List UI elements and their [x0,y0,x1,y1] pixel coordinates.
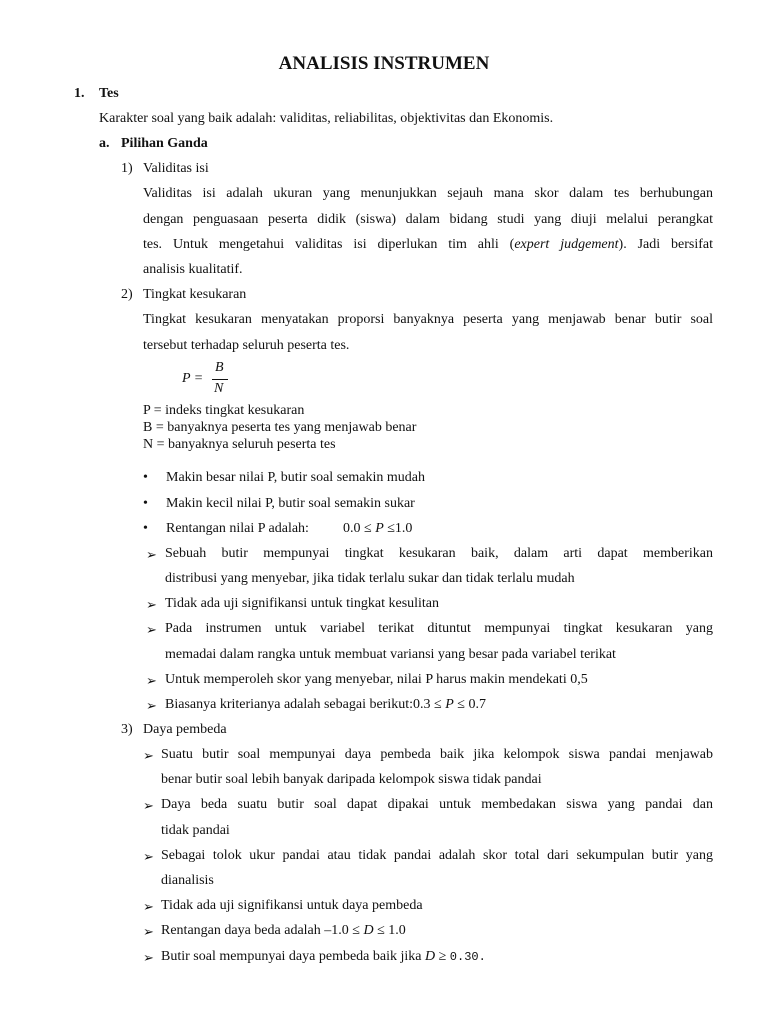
range-expression: Rentangan daya beda adalah –1.0 ≤ D ≤ 1.0 [161,923,406,938]
item-number: 2) [121,287,133,302]
section-number: 1. [74,86,85,101]
arrow-text: memadai dalam rangka untuk membuat variansi yang besar pada variabel terikat [165,647,616,662]
paragraph-line: dengan penguasaan peserta didik (siswa) dalam bidang studi yang diuji melalui perangkat [143,212,713,227]
definition-line: N = banyaknya seluruh peserta tes [143,437,336,452]
subsection-heading: Pilihan Ganda [121,136,208,151]
item-heading: Tingkat kesukaran [143,287,247,302]
arrow-icon: ➢ [143,924,154,939]
item-number: 1) [121,161,133,176]
arrow-icon: ➢ [143,798,154,813]
arrow-text: Untuk memperoleh skor yang menyebar, nilai P harus makin mendekati 0,5 [165,672,588,687]
arrow-text: distribusi yang menyebar, jika tidak terlalu sukar dan tidak terlalu mudah [165,571,575,586]
section-heading: Tes [99,86,119,101]
fraction-bar [212,379,228,380]
formula-numerator: B [215,360,224,375]
arrow-icon: ➢ [146,597,157,612]
arrow-text: Suatu butir soal mempunyai daya pembeda baik jika kelompok siswa pandai menjawab [161,747,713,762]
paragraph-line: analisis kualitatif. [143,262,243,277]
criteria-text: Biasanya kriterianya adalah sebagai berikut:0.3 ≤ P ≤ 0.7 [165,697,486,712]
item-number: 3) [121,722,133,737]
arrow-icon: ➢ [146,673,157,688]
bullet-icon: • [143,521,148,536]
paragraph-line: tersebut terhadap seluruh peserta tes. [143,338,350,353]
paragraph-line: tes. Untuk mengetahui validitas isi diperlukan tim ahli (expert judgement). Jadi bersifat [143,237,714,252]
range-expression: 0.0 ≤ P ≤1.0 [343,521,413,536]
arrow-text: Tidak ada uji signifikansi untuk tingkat kesulitan [165,596,440,611]
arrow-icon: ➢ [143,849,154,864]
item-heading: Daya pembeda [143,722,227,737]
paragraph-line: Validitas isi adalah ukuran yang menunjukkan sejauh mana skor dalam tes berhubungan [143,186,713,201]
arrow-text: dianalisis [161,873,214,888]
arrow-icon: ➢ [143,899,154,914]
bullet-text: Makin kecil nilai P, butir soal semakin sukar [166,496,415,511]
bullet-text: Rentangan nilai P adalah: [166,521,309,536]
arrow-icon: ➢ [146,698,157,713]
criteria-text: Butir soal mempunyai daya pembeda baik jika D ≥ 0.30. [161,949,486,964]
bullet-icon: • [143,470,148,485]
arrow-text: benar butir soal lebih banyak daripada kelompok siswa tidak pandai [161,772,542,787]
page-title: ANALISIS INSTRUMEN [278,53,490,74]
arrow-text: Tidak ada uji signifikansi untuk daya pembeda [161,898,423,913]
intro-text: Karakter soal yang baik adalah: validitas, reliabilitas, objektivitas dan Ekonomis. [99,111,554,126]
formula-denominator: N [214,381,224,396]
subsection-letter: a. [99,136,110,151]
arrow-text: Sebagai tolok ukur pandai atau tidak pandai adalah skor total dari sekumpulan butir yang [161,848,713,863]
definition-line: B = banyaknya peserta tes yang menjawab benar [143,420,417,435]
arrow-text: Daya beda suatu butir soal dapat dipakai untuk membedakan siswa yang pandai dan [161,797,713,812]
arrow-icon: ➢ [146,547,157,562]
definition-line: P = indeks tingkat kesukaran [143,403,305,418]
bullet-icon: • [143,496,148,511]
arrow-text: Pada instrumen untuk variabel terikat dituntut mempunyai tingkat kesukaran yang [165,621,713,636]
paragraph-line: Tingkat kesukaran menyatakan proporsi banyaknya peserta yang menjawab benar butir soal [143,312,713,327]
arrow-icon: ➢ [143,748,154,763]
item-heading: Validitas isi [143,161,209,176]
arrow-icon: ➢ [143,950,154,965]
formula-lhs: P = [182,371,204,386]
arrow-text: Sebuah butir mempunyai tingkat kesukaran baik, dalam arti dapat memberikan [165,546,713,561]
bullet-text: Makin besar nilai P, butir soal semakin mudah [166,470,425,485]
arrow-text: tidak pandai [161,823,230,838]
arrow-icon: ➢ [146,622,157,637]
